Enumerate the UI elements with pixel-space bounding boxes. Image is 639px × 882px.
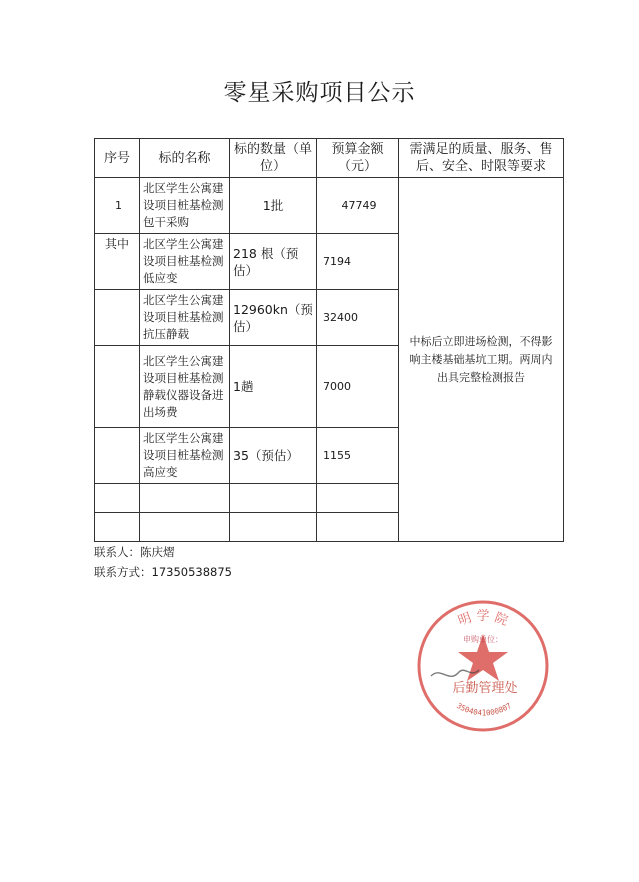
header-name: 标的名称	[140, 139, 230, 178]
row-qty: 35（预估）	[230, 428, 317, 484]
seal-number: 3504041000807	[455, 700, 513, 718]
page-title: 零星采购项目公示	[223, 80, 416, 106]
seal-top-text: 明 学 院	[456, 609, 510, 630]
row-qty: 1批	[230, 178, 317, 234]
sub-label: 其中	[95, 234, 140, 290]
contact-phone: 联系方式：17350538875	[94, 565, 232, 579]
contact-person: 联系人：陈庆熠	[94, 545, 175, 559]
row-budget: 47749	[317, 178, 399, 234]
seal-center-text: 后勤管理处	[452, 681, 518, 696]
seal-unit-label: 申购单位：	[463, 635, 503, 644]
row-seq: 1	[95, 178, 140, 234]
row-budget: 1155	[317, 428, 399, 484]
row-budget: 7000	[317, 346, 399, 428]
row-qty: 12960kn（预估）	[230, 290, 317, 346]
table-row	[95, 178, 564, 234]
empty-cell	[95, 346, 140, 428]
requirements-cell: 中标后立即进场检测，不得影响主楼基础基坑工期。两周内出具完整检测报告	[399, 178, 564, 542]
row-name: 北区学生公寓建设项目桩基检测低应变	[140, 234, 230, 290]
empty-cell	[95, 290, 140, 346]
header-seq: 序号	[95, 139, 140, 178]
header-budget: 预算金额（元）	[317, 139, 399, 178]
official-seal	[413, 596, 553, 736]
header-qty: 标的数量（单位）	[230, 139, 317, 178]
row-budget: 32400	[317, 290, 399, 346]
procurement-table	[94, 138, 564, 542]
svg-text:3504041000807	[455, 701, 513, 717]
row-name: 北区学生公寓建设项目桩基检测包干采购	[140, 178, 230, 234]
row-qty: 218 根（预估）	[230, 234, 317, 290]
row-budget: 7194	[317, 234, 399, 290]
row-name: 北区学生公寓建设项目桩基检测抗压静载	[140, 290, 230, 346]
row-qty: 1趟	[230, 346, 317, 428]
row-name: 北区学生公寓建设项目桩基检测静载仪器设备进出场费	[140, 346, 230, 428]
empty-cell	[95, 428, 140, 484]
svg-text:明 学 院	[456, 609, 509, 629]
header-row	[95, 139, 564, 178]
header-requirements: 需满足的质量、服务、售后、安全、时限等要求	[399, 139, 564, 178]
row-name: 北区学生公寓建设项目桩基检测高应变	[140, 428, 230, 484]
